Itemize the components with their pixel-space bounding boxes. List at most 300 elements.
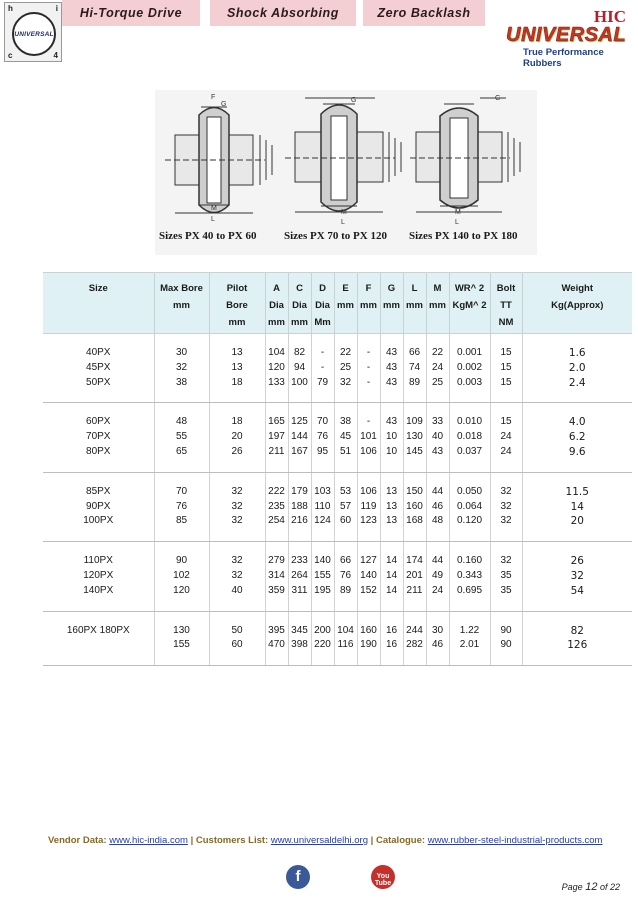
customers-link[interactable]: www.universaldelhi.org — [270, 835, 369, 846]
cell-value: 13 — [385, 485, 398, 497]
column-header-text: NM — [498, 317, 514, 328]
dim-label-g: G — [351, 97, 357, 104]
cell-value: 85 — [175, 515, 188, 527]
table-cell-d — [311, 472, 334, 541]
cell-value: 43 — [385, 376, 398, 388]
cell-value: 60PX — [86, 416, 111, 428]
column-header-text: mm — [337, 300, 354, 311]
cell-value: 0.018 — [456, 431, 483, 443]
cell-value: 18 — [231, 416, 243, 428]
table-cell-size — [43, 542, 154, 611]
cell-value: 25 — [339, 361, 352, 373]
cell-value: 140 — [360, 569, 377, 581]
facebook-glyph: f — [295, 868, 301, 885]
table-cell-e — [334, 542, 357, 611]
youtube-icon[interactable] — [371, 865, 395, 889]
table-row — [43, 611, 632, 666]
cell-value: 233 — [291, 555, 308, 567]
column-header-text: G — [387, 283, 396, 294]
cell-value: 1.6 — [568, 347, 586, 359]
company-logo-left — [4, 2, 62, 62]
cell-value: 89 — [408, 376, 421, 388]
cell-value: 222 — [268, 485, 285, 497]
column-header-text: mm — [291, 317, 308, 328]
cell-value: 16 — [385, 624, 398, 636]
cell-value: 254 — [268, 515, 285, 527]
cell-value: 70 — [316, 416, 329, 428]
drawing-caption-3: Sizes PX 140 to PX 180 — [409, 230, 518, 242]
cell-value: 22 — [339, 347, 352, 358]
table-cell-f — [357, 334, 380, 403]
cell-value: 14 — [385, 555, 398, 567]
cell-value: 32 — [231, 485, 243, 497]
cell-value: 10 — [385, 431, 398, 443]
column-header — [265, 273, 288, 334]
table-cell-e — [334, 334, 357, 403]
cell-value: 43 — [385, 347, 398, 358]
table-cell-a — [265, 403, 288, 472]
table-cell-weight — [522, 334, 632, 403]
cell-value: 0.050 — [456, 485, 483, 497]
cell-value: 57 — [339, 500, 352, 512]
column-header — [43, 273, 154, 334]
table-cell-l — [403, 542, 426, 611]
cell-value: 216 — [291, 515, 308, 527]
cell-value: 14 — [570, 500, 584, 513]
table-cell-d — [311, 542, 334, 611]
cell-value: 32 — [175, 361, 188, 373]
cell-value: 133 — [268, 376, 285, 388]
cell-value: 46 — [431, 639, 444, 651]
table-cell-pilot — [209, 611, 265, 666]
table-cell-weight — [522, 403, 632, 472]
logo-corner-mark: h — [8, 4, 13, 13]
cell-value: 38 — [175, 376, 188, 388]
cell-value: 188 — [291, 500, 308, 512]
drawing-caption-2: Sizes PX 70 to PX 120 — [284, 230, 387, 242]
cell-value: 66 — [339, 555, 352, 567]
cell-value: 2.01 — [459, 639, 480, 651]
cell-value: 314 — [268, 569, 285, 581]
dim-label-f: F — [211, 94, 216, 101]
cell-value: 53 — [339, 485, 352, 497]
cell-value: 24 — [500, 445, 512, 457]
cell-value: 14 — [385, 584, 398, 596]
cell-value: 119 — [360, 500, 377, 512]
cell-value: 33 — [431, 416, 444, 428]
column-header — [403, 273, 426, 334]
table-cell-l — [403, 403, 426, 472]
cell-value: 0.002 — [456, 361, 483, 373]
dim-label-m: M — [455, 209, 461, 216]
cell-value: 55 — [175, 431, 188, 443]
table-cell-l — [403, 472, 426, 541]
cell-value: 120 — [173, 584, 190, 596]
table-row — [43, 334, 632, 403]
cell-value: 0.064 — [456, 500, 483, 512]
cell-value: 24 — [500, 431, 512, 443]
column-header — [426, 273, 449, 334]
dim-label-m: M — [211, 205, 217, 212]
table-cell-wr2 — [449, 472, 490, 541]
cell-value: 0.160 — [456, 555, 483, 567]
table-cell-max-bore — [154, 542, 209, 611]
cell-value: - — [320, 347, 325, 358]
cell-value: 123 — [360, 515, 377, 527]
cell-value: 103 — [314, 485, 331, 497]
cell-value: 110PX — [83, 555, 113, 567]
cell-value: 160 — [360, 624, 377, 636]
cell-value: 85PX — [86, 485, 111, 497]
cell-value: 24 — [431, 361, 444, 373]
column-header — [334, 273, 357, 334]
cell-value: 38 — [339, 416, 352, 428]
cell-value: 0.343 — [456, 569, 483, 581]
catalogue-label: Catalogue: — [375, 835, 426, 846]
cell-value: 0.695 — [456, 584, 483, 596]
cell-value: 125 — [291, 416, 308, 428]
dim-label-m: M — [341, 209, 347, 216]
cell-value: 130 — [406, 431, 423, 443]
cell-value: 15 — [500, 347, 512, 358]
cell-value: 244 — [406, 624, 423, 636]
cell-value: 145 — [406, 445, 423, 457]
table-cell-wr2 — [449, 334, 490, 403]
cell-value: 211 — [268, 445, 285, 457]
cell-value: 50PX — [86, 376, 111, 388]
table-cell-c — [288, 403, 311, 472]
cell-value: 152 — [360, 584, 377, 596]
cell-value: 0.003 — [456, 376, 483, 388]
table-cell-f — [357, 542, 380, 611]
cell-value: 18 — [231, 376, 243, 388]
table-cell-l — [403, 611, 426, 666]
table-cell-e — [334, 472, 357, 541]
drawing-caption-1: Sizes PX 40 to PX 60 — [159, 230, 257, 242]
column-header-text: Bolt — [496, 283, 516, 294]
table-cell-size — [43, 403, 154, 472]
table-cell-bolt — [490, 472, 522, 541]
cell-value: 179 — [291, 485, 308, 497]
cell-value: 190 — [360, 639, 377, 651]
table-cell-e — [334, 403, 357, 472]
table-row — [43, 403, 632, 472]
brand-hic-text: HIC — [593, 7, 626, 26]
cell-value: 200 — [314, 624, 331, 636]
cell-value: - — [320, 361, 325, 373]
dim-label-l: L — [211, 216, 215, 223]
cell-value: 15 — [500, 416, 512, 428]
column-header — [311, 273, 334, 334]
cell-value: 50 — [231, 624, 243, 636]
cell-value: 104 — [337, 624, 354, 636]
cell-value: 51 — [339, 445, 352, 457]
cell-value: 106 — [360, 485, 377, 497]
cell-value: 35 — [500, 569, 512, 581]
cell-value: 35 — [500, 584, 512, 596]
cell-value: 13 — [231, 361, 243, 373]
cell-value: 90 — [175, 555, 188, 567]
cell-value: 20 — [570, 515, 584, 528]
cell-value: 32 — [500, 485, 512, 497]
cell-value: 13 — [385, 515, 398, 527]
cell-value: 48 — [175, 416, 188, 428]
separator: | — [370, 835, 374, 846]
cell-value: 116 — [337, 639, 354, 651]
table-cell-m — [426, 334, 449, 403]
cell-value: 100PX — [83, 515, 114, 527]
cell-value: 22 — [431, 347, 444, 358]
table-cell-a — [265, 472, 288, 541]
cell-value: 32 — [500, 515, 512, 527]
column-header — [357, 273, 380, 334]
cell-value: 32 — [500, 555, 512, 567]
column-header-text: KgM^ 2 — [452, 300, 487, 311]
cell-value: 110 — [314, 500, 331, 512]
table-cell-g — [380, 472, 403, 541]
cell-value: 0.037 — [456, 445, 483, 457]
table-cell-m — [426, 403, 449, 472]
column-header-text: E — [342, 283, 349, 294]
cell-value: 160PX 180PX — [66, 624, 130, 636]
column-header-text: Size — [88, 283, 108, 294]
cell-value: 40PX — [86, 347, 111, 358]
cell-value: 2.0 — [568, 361, 586, 374]
cell-value: 45PX — [86, 361, 111, 373]
logo-text: UNIVERSAL — [14, 30, 54, 38]
table-cell-m — [426, 472, 449, 541]
cell-value: 104 — [268, 347, 285, 358]
cell-value: 155 — [314, 569, 331, 581]
table-cell-weight — [522, 611, 632, 666]
cell-value: 15 — [500, 376, 512, 388]
cell-value: 74 — [408, 361, 421, 373]
table-cell-a — [265, 334, 288, 403]
cell-value: 160 — [406, 500, 423, 512]
column-header-text: WR^ 2 — [454, 283, 485, 294]
cell-value: 470 — [268, 639, 285, 651]
table-cell-g — [380, 334, 403, 403]
cell-value: 79 — [316, 376, 329, 388]
table-cell-m — [426, 542, 449, 611]
cell-value: 45 — [339, 431, 352, 443]
footer-links — [48, 835, 602, 846]
column-header-text: C — [296, 283, 303, 294]
cell-value: 65 — [175, 445, 188, 457]
column-header-text: F — [365, 283, 372, 294]
table-cell-a — [265, 611, 288, 666]
cell-value: 30 — [431, 624, 444, 636]
cell-value: 48 — [431, 515, 444, 527]
column-header-text: D — [319, 283, 326, 294]
cell-value: 30 — [175, 347, 188, 358]
facebook-icon[interactable] — [286, 865, 310, 889]
cell-value: 40 — [431, 431, 444, 443]
cell-value: 32 — [500, 500, 512, 512]
column-header — [154, 273, 209, 334]
cell-value: 46 — [431, 500, 444, 512]
cell-value: 70PX — [86, 431, 111, 443]
column-header — [209, 273, 265, 334]
table-cell-pilot — [209, 472, 265, 541]
column-header-text: Pilot — [226, 283, 248, 294]
dim-label-l: L — [341, 219, 345, 226]
vendor-link[interactable]: www.hic-india.com — [109, 835, 188, 846]
column-header-text: Dia — [315, 300, 330, 311]
column-header-text: mm — [173, 300, 190, 311]
cell-value: 0.001 — [456, 347, 483, 358]
table-cell-d — [311, 611, 334, 666]
column-header-text: mm — [228, 317, 246, 328]
column-header-text: Kg(Approx) — [551, 300, 604, 311]
cell-value: 174 — [406, 555, 423, 567]
cell-value: 24 — [431, 584, 444, 596]
dim-label-g: G — [221, 101, 227, 108]
table-cell-d — [311, 334, 334, 403]
page-number — [562, 881, 620, 893]
column-header-text: Dia — [269, 300, 284, 311]
cell-value: 167 — [291, 445, 308, 457]
brand-universal-logo: UNIVERSAL — [506, 24, 627, 46]
cell-value: 282 — [406, 639, 423, 651]
table-cell-a — [265, 542, 288, 611]
cell-value: 235 — [268, 500, 285, 512]
cell-value: 43 — [385, 361, 398, 373]
cell-value: 101 — [360, 431, 377, 443]
table-cell-m — [426, 611, 449, 666]
cell-value: 43 — [385, 416, 398, 428]
table-cell-l — [403, 334, 426, 403]
cell-value: 14 — [385, 569, 398, 581]
cell-value: 195 — [314, 584, 331, 596]
table-cell-f — [357, 403, 380, 472]
logo-corner-mark: 4 — [53, 51, 58, 60]
dim-label-l: L — [455, 219, 459, 226]
cell-value: 32 — [231, 555, 243, 567]
cell-value: 150 — [406, 485, 423, 497]
column-header-text: TT — [500, 300, 512, 311]
cell-value: 49 — [431, 569, 444, 581]
catalogue-link[interactable]: www.rubber-steel-industrial-products.com — [427, 835, 603, 846]
column-header-text: mm — [360, 300, 377, 311]
column-header-text: A — [273, 283, 280, 294]
cell-value: 26 — [570, 555, 584, 568]
cell-value: 279 — [268, 555, 285, 567]
cell-value: 44 — [431, 485, 444, 497]
coupling-specification-table — [43, 272, 632, 666]
tab-zero-backlash: Zero Backlash — [363, 0, 485, 26]
cell-value: 82 — [570, 624, 584, 637]
cell-value: 165 — [268, 416, 285, 428]
cell-value: 15 — [500, 361, 512, 373]
cell-value: 2.4 — [568, 376, 586, 389]
cell-value: 398 — [291, 639, 308, 651]
cell-value: 10 — [385, 445, 398, 457]
tab-shock-absorbing: Shock Absorbing — [210, 0, 356, 26]
table-cell-c — [288, 542, 311, 611]
cell-value: 60 — [231, 639, 243, 651]
cell-value: 264 — [291, 569, 308, 581]
cell-value: 32 — [339, 376, 352, 388]
logo-corner-mark: i — [55, 4, 58, 13]
cell-value: 211 — [406, 584, 423, 596]
cell-value: 32 — [231, 569, 243, 581]
column-header-text: Bore — [226, 300, 248, 311]
cell-value: 80PX — [86, 445, 111, 457]
cell-value: 1.22 — [459, 624, 480, 636]
cell-value: 109 — [406, 416, 423, 428]
cell-value: 0.010 — [456, 416, 483, 428]
cell-value: 168 — [406, 515, 423, 527]
cell-value: 89 — [339, 584, 352, 596]
cell-value: 90 — [500, 624, 512, 636]
cell-value: 13 — [385, 500, 398, 512]
cell-value: 311 — [291, 584, 308, 596]
cell-value: 106 — [360, 445, 377, 457]
cell-value: 100 — [291, 376, 308, 388]
table-cell-bolt — [490, 403, 522, 472]
table-cell-wr2 — [449, 542, 490, 611]
column-header — [449, 273, 490, 334]
customers-label: Customers List: — [195, 835, 269, 846]
cell-value: 126 — [567, 639, 588, 652]
column-header-text: mm — [383, 300, 400, 311]
table-cell-weight — [522, 472, 632, 541]
table-cell-wr2 — [449, 611, 490, 666]
table-cell-bolt — [490, 334, 522, 403]
dim-label-g: G — [495, 95, 501, 102]
table-cell-weight — [522, 542, 632, 611]
table-cell-c — [288, 611, 311, 666]
vendor-label: Vendor Data: — [48, 835, 107, 846]
table-cell-size — [43, 611, 154, 666]
page-prefix: Page — [561, 882, 583, 892]
cell-value: 95 — [316, 445, 329, 457]
table-cell-size — [43, 334, 154, 403]
cell-value: 43 — [431, 445, 444, 457]
tab-hi-torque-drive: Hi-Torque Drive — [62, 0, 200, 26]
cell-value: 11.5 — [565, 485, 589, 498]
brand-tagline: True Performance Rubbers — [523, 47, 604, 69]
column-header — [490, 273, 522, 334]
cell-value: 76 — [175, 500, 188, 512]
page-current: 12 — [585, 881, 598, 893]
table-row — [43, 472, 632, 541]
cell-value: 94 — [293, 361, 306, 373]
cell-value: 155 — [173, 639, 190, 651]
table-cell-d — [311, 403, 334, 472]
cell-value: 395 — [268, 624, 285, 636]
column-header — [288, 273, 311, 334]
page-total: of 22 — [599, 882, 620, 892]
column-header-text: mm — [406, 300, 423, 311]
cell-value: 144 — [291, 431, 308, 443]
cell-value: - — [366, 416, 371, 428]
cell-value: 197 — [268, 431, 285, 443]
table-cell-c — [288, 472, 311, 541]
cell-value: 6.2 — [568, 431, 586, 444]
cell-value: 4.0 — [568, 416, 586, 429]
cell-value: 124 — [314, 515, 331, 527]
cell-value: 32 — [570, 569, 584, 582]
youtube-glyph: You Tube — [374, 873, 392, 887]
cell-value: 60 — [339, 515, 352, 527]
cell-value: 345 — [291, 624, 308, 636]
table-cell-wr2 — [449, 403, 490, 472]
table-cell-max-bore — [154, 334, 209, 403]
cell-value: 54 — [570, 584, 584, 597]
table-cell-g — [380, 542, 403, 611]
